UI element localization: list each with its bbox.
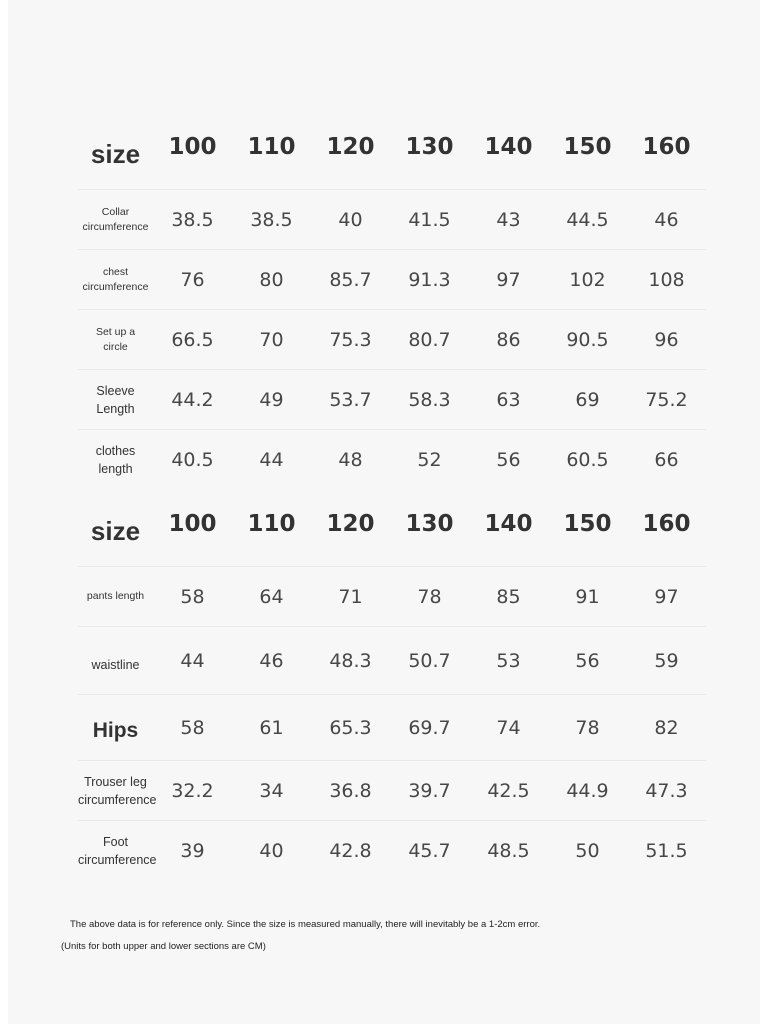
table-cell: 75.3 (311, 310, 390, 370)
lower-size-table (78, 482, 706, 880)
table-row (78, 761, 706, 821)
size-column-header: 160 (642, 511, 691, 537)
table-cell: 80.7 (390, 310, 469, 370)
table-cell: 91.3 (390, 250, 469, 310)
table-row (78, 567, 706, 627)
table-cell: 102 (548, 250, 627, 310)
table-cell: 46 (232, 627, 311, 695)
size-column-header: 110 (247, 134, 296, 160)
table-row (78, 695, 706, 761)
table-cell: 53.7 (311, 370, 390, 430)
table-cell: 60.5 (548, 430, 627, 490)
table-cell: 38.5 (153, 190, 232, 250)
table-cell: 48 (311, 430, 390, 490)
upper-size-table (78, 105, 706, 489)
size-column-header: 130 (405, 134, 454, 160)
table-cell: 42.5 (469, 761, 548, 821)
table-cell: 85 (469, 567, 548, 627)
table-cell: 90.5 (548, 310, 627, 370)
table-cell: 61 (232, 695, 311, 761)
table-cell: 78 (548, 695, 627, 761)
table-cell: 34 (232, 761, 311, 821)
size-header-label: size (90, 515, 141, 546)
table-cell: 41.5 (390, 190, 469, 250)
size-column-header: 100 (168, 511, 217, 537)
size-header-label: size (90, 138, 141, 169)
table-cell: 40 (232, 821, 311, 881)
table-cell: 36.8 (311, 761, 390, 821)
table-cell: 64 (232, 567, 311, 627)
table-cell: 42.8 (311, 821, 390, 881)
table-cell: 48.5 (469, 821, 548, 881)
table-cell: 39.7 (390, 761, 469, 821)
table-cell: 32.2 (153, 761, 232, 821)
table-cell: 66.5 (153, 310, 232, 370)
table-cell: 91 (548, 567, 627, 627)
table-cell: 78 (390, 567, 469, 627)
table-row (78, 310, 706, 370)
table-cell: 51.5 (627, 821, 706, 881)
table-cell: 45.7 (390, 821, 469, 881)
row-label-sleeve: Sleeve Length (78, 370, 153, 430)
table-cell: 40.5 (153, 430, 232, 490)
size-column-header: 160 (642, 134, 691, 160)
units-note: (Units for both upper and lower sections are CM) (61, 941, 266, 952)
table-cell: 56 (548, 627, 627, 695)
row-label-setup-circle: Set up a circle (78, 310, 153, 370)
table-cell: 43 (469, 190, 548, 250)
table-cell: 47.3 (627, 761, 706, 821)
lower-header-row (78, 482, 706, 567)
table-cell: 86 (469, 310, 548, 370)
table-cell: 56 (469, 430, 548, 490)
table-cell: 50 (548, 821, 627, 881)
table-cell: 82 (627, 695, 706, 761)
size-column-header: 140 (484, 511, 533, 537)
table-cell: 40 (311, 190, 390, 250)
table-row (78, 190, 706, 250)
table-cell: 85.7 (311, 250, 390, 310)
table-cell: 50.7 (390, 627, 469, 695)
table-cell: 59 (627, 627, 706, 695)
table-cell: 58 (153, 695, 232, 761)
size-column-header: 140 (484, 134, 533, 160)
table-cell: 65.3 (311, 695, 390, 761)
table-row (78, 627, 706, 695)
table-cell: 44.5 (548, 190, 627, 250)
table-cell: 53 (469, 627, 548, 695)
table-cell: 96 (627, 310, 706, 370)
row-label-chest: chest circumference (78, 250, 153, 310)
row-label-pants-length: pants length (78, 567, 153, 627)
size-column-header: 150 (563, 511, 612, 537)
table-cell: 38.5 (232, 190, 311, 250)
table-cell: 46 (627, 190, 706, 250)
table-cell: 69 (548, 370, 627, 430)
table-cell: 44 (153, 627, 232, 695)
table-cell: 76 (153, 250, 232, 310)
table-cell: 39 (153, 821, 232, 881)
size-column-header: 130 (405, 511, 454, 537)
size-chart-sheet (8, 0, 760, 1024)
table-cell: 52 (390, 430, 469, 490)
upper-header-row (78, 105, 706, 190)
table-cell: 108 (627, 250, 706, 310)
table-cell: 97 (469, 250, 548, 310)
row-label-trouser-leg: Trouser leg circumference (78, 761, 153, 821)
table-cell: 69.7 (390, 695, 469, 761)
table-cell: 44.9 (548, 761, 627, 821)
table-cell: 74 (469, 695, 548, 761)
row-label-clothes-length: clothes length (78, 430, 153, 490)
table-cell: 80 (232, 250, 311, 310)
table-cell: 44.2 (153, 370, 232, 430)
table-cell: 71 (311, 567, 390, 627)
size-column-header: 120 (326, 511, 375, 537)
table-cell: 58.3 (390, 370, 469, 430)
table-cell: 48.3 (311, 627, 390, 695)
table-cell: 75.2 (627, 370, 706, 430)
size-column-header: 150 (563, 134, 612, 160)
table-cell: 63 (469, 370, 548, 430)
size-column-header: 110 (247, 511, 296, 537)
table-cell: 44 (232, 430, 311, 490)
table-cell: 97 (627, 567, 706, 627)
disclaimer-note: The above data is for reference only. Since the size is measured manually, there will inevitably be a 1-2cm error. (70, 919, 541, 930)
table-row (78, 370, 706, 430)
table-row (78, 250, 706, 310)
size-column-header: 120 (326, 134, 375, 160)
table-cell: 49 (232, 370, 311, 430)
table-row (78, 430, 706, 490)
table-cell: 58 (153, 567, 232, 627)
row-label-waistline: waistline (78, 627, 153, 695)
row-label-collar: Collar circumference (78, 190, 153, 250)
size-column-header: 100 (168, 134, 217, 160)
table-cell: 70 (232, 310, 311, 370)
row-label-foot: Foot circumference (78, 821, 153, 881)
table-cell: 66 (627, 430, 706, 490)
table-row (78, 821, 706, 881)
row-label-hips: Hips (78, 695, 153, 761)
